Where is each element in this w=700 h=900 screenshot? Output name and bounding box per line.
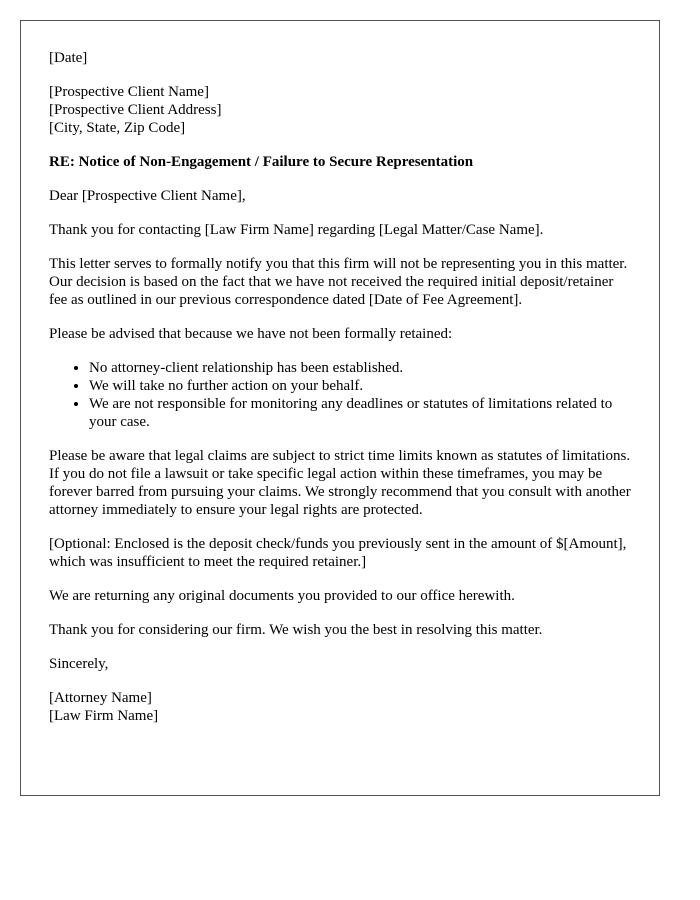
list-item: • We are not responsible for monitoring any deadlines or statutes of limitations related to your case. [89, 395, 631, 431]
closing: Sincerely, [49, 656, 109, 672]
recipient-name: [Prospective Client Name] [49, 84, 209, 100]
paragraph-returning-documents: We are returning any original documents you provided to our office herewith. [49, 588, 515, 604]
list-item: • We will take no further action on your behalf. [89, 377, 631, 395]
recipient-address-block [49, 83, 631, 137]
letter-date: [Date] [49, 50, 88, 66]
paragraph-optional-enclosure: [Optional: Enclosed is the deposit check/funds you previously sent in the amount of $[Amount], which was insufficient to meet the required retainer.] [49, 536, 627, 570]
paragraph-intro: Thank you for contacting [Law Firm Name] regarding [Legal Matter/Case Name]. [49, 222, 544, 238]
salutation: Dear [Prospective Client Name], [49, 188, 246, 204]
paragraph-notify: This letter serves to formally notify you that this firm will not be representing you in this matter. Our decision is based on the fact that we have not received the required initial deposit/retainer fee as outlined in our previous correspondence dated [Date of Fee Agreement]. [49, 256, 628, 308]
paragraph-advised: Please be advised that because we have not been formally retained: [49, 326, 453, 342]
letter-page [20, 20, 660, 796]
paragraph-statutes-warning: Please be aware that legal claims are subject to strict time limits known as statutes of limitations. If you do not file a lawsuit or take specific legal action within these timeframes, you may be forever barred from pursuing your claims. We strongly recommend that you consult with another attorney immediately to ensure your legal rights are protected. [49, 448, 631, 518]
recipient-city-state-zip: [City, State, Zip Code] [49, 120, 186, 136]
consequences-list [49, 359, 631, 431]
list-item: • No attorney-client relationship has been established. [89, 359, 631, 377]
paragraph-thanks: Thank you for considering our firm. We wish you the best in resolving this matter. [49, 622, 543, 638]
recipient-address: [Prospective Client Address] [49, 102, 222, 118]
signature-attorney-name: [Attorney Name] [49, 690, 152, 706]
signature-block [49, 689, 631, 725]
subject-line: RE: Notice of Non-Engagement / Failure to Secure Representation [49, 154, 474, 170]
signature-firm-name: [Law Firm Name] [49, 708, 159, 724]
